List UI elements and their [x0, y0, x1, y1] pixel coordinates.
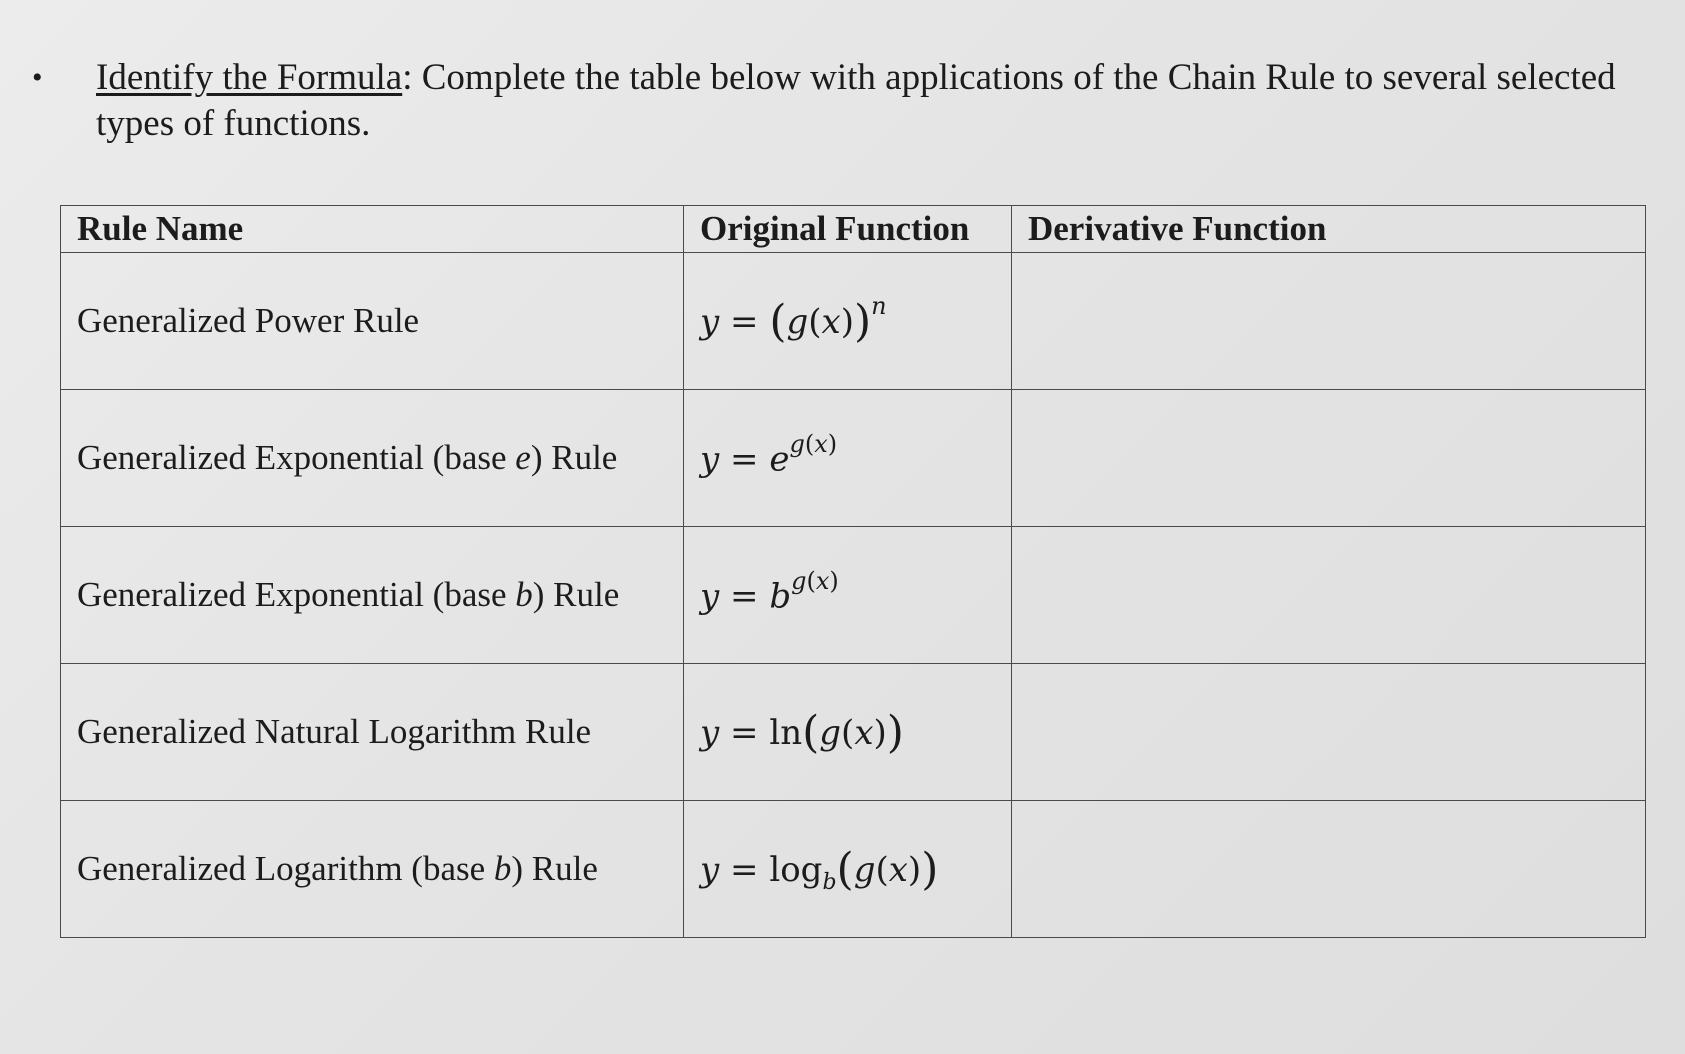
table-row: [61, 801, 1646, 938]
rule-variable: b: [515, 575, 533, 614]
chain-rule-table: [60, 205, 1646, 938]
instruction-heading: Identify the Formula: [96, 57, 403, 98]
rule-text: Generalized Exponential (base: [77, 575, 516, 614]
rule-text: ) Rule: [532, 575, 620, 614]
instruction-text-block: [66, 55, 1640, 147]
rule-text: ) Rule: [530, 438, 618, 477]
rule-variable: e: [515, 438, 531, 477]
math-var: e: [769, 439, 790, 480]
math-op: =: [719, 712, 770, 753]
math-var: y: [700, 439, 720, 480]
rule-text: ) Rule: [511, 849, 598, 888]
header-derivative-function: Derivative Function: [1012, 206, 1646, 253]
math-var: n: [871, 292, 887, 321]
math-var: g: [789, 430, 805, 459]
math-op: =: [719, 301, 770, 342]
math-var: y: [700, 712, 720, 753]
math-var: b: [822, 869, 837, 895]
header-rule-name: Rule Name: [61, 206, 684, 253]
table-row: [61, 253, 1646, 390]
math-var: g: [853, 849, 876, 890]
table-row: [61, 527, 1646, 664]
original-function-cell: $y = b^{g(x)}$: [684, 527, 1012, 664]
math-var: g: [791, 567, 807, 596]
rule-name-cell: Generalized Power Rule: [61, 253, 684, 390]
math-var: x: [888, 849, 908, 890]
math-var: x: [814, 430, 828, 459]
math-var: x: [854, 712, 874, 753]
derivative-function-cell[interactable]: [1012, 253, 1646, 390]
math-var: y: [700, 301, 720, 342]
math-var: g: [819, 712, 842, 753]
math-func: log: [769, 849, 823, 890]
instruction: [30, 55, 1640, 147]
derivative-function-cell[interactable]: [1012, 390, 1646, 527]
rule-name-cell: [61, 527, 684, 664]
header-original-function: Original Function: [684, 206, 1012, 253]
original-function-cell: $y = (g(x))^n$: [684, 253, 1012, 390]
table-header-row: [61, 206, 1646, 253]
math-var: y: [700, 849, 720, 890]
original-function-cell: $y = e^{g(x)}$: [684, 390, 1012, 527]
bullet-marker: •: [32, 61, 43, 94]
rule-name-cell: [61, 801, 684, 938]
math-var: x: [821, 301, 841, 342]
derivative-function-cell[interactable]: [1012, 664, 1646, 801]
rule-variable: b: [493, 849, 512, 888]
original-function-cell: y = ln(g(x)): [684, 664, 1012, 801]
derivative-function-cell[interactable]: [1012, 801, 1646, 938]
math-op: =: [719, 439, 770, 480]
math-op: =: [719, 576, 770, 617]
instruction-text: : Complete the table below with applications of the Chain Rule to several selected types of functions.: [96, 57, 1616, 144]
table-row: [61, 390, 1646, 527]
derivative-function-cell[interactable]: [1012, 527, 1646, 664]
math-op: =: [719, 849, 770, 890]
math-var: g: [786, 301, 809, 342]
math-func: ln: [769, 712, 803, 753]
rule-name-cell: [61, 390, 684, 527]
table-row: [61, 664, 1646, 801]
rule-text: Generalized Logarithm (base: [77, 849, 494, 888]
math-var: b: [769, 576, 792, 617]
original-function-cell: $y = \log_b(g(x))$: [684, 801, 1012, 938]
math-var: y: [700, 576, 720, 617]
rule-text: Generalized Exponential (base: [77, 438, 516, 477]
math-var: x: [815, 567, 830, 596]
rule-name-cell: Generalized Natural Logarithm Rule: [61, 664, 684, 801]
